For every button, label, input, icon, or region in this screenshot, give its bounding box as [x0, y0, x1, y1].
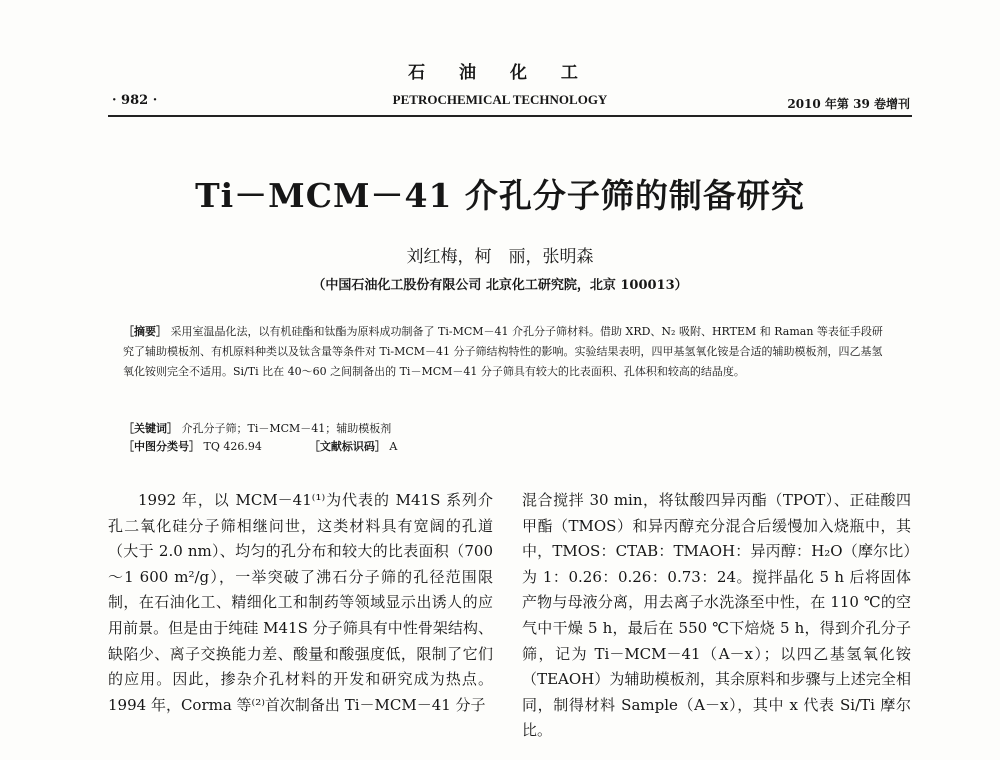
clc-code: TQ 426.94 [203, 440, 262, 453]
clc-label: ［中图分类号］ [123, 440, 200, 453]
classification-line [123, 437, 883, 457]
issue-info: 2010 年第 39 卷增刊 [787, 97, 910, 111]
body-column-right: 混合搅拌 30 min，将钛酸四异丙酯（TPOT）、正硅酸四甲酯（TMOS）和异丙醇充分混合后缓慢加入烧瓶中，其中，TMOS：CTAB：TMAOH：异丙醇：H₂O（摩尔比）为 1：0.26：0.26：0.73：24。搅拌晶化 5 h 后将固体产物与母液分离，用去离子水洗涤至中性，在 110 ℃的空气中干燥 5 h，最后在 550 ℃下焙烧 5 h，得到介孔分子筛，记为 Ti－MCM－41（A－x）；以四乙基氢氧化铵（TEAOH）为辅助模板剂，其余原料和步骤与上述完全相同，制得材料 Sample（A－x），其中 x 代表 Si/Ti 摩尔比。 [522, 491, 911, 740]
abstract [123, 322, 883, 422]
keywords [123, 419, 883, 439]
page-number: · 982 · [112, 93, 158, 108]
abstract-label: ［摘要］ [123, 325, 167, 338]
doc-code-label: ［文献标识码］ [308, 440, 386, 453]
body-column-left: 1992 年，以 MCM－41⁽¹⁾为代表的 M41S 系列介孔二氧化硅分子筛相继问世，这类材料具有宽阔的孔道（大于 2.0 nm）、均匀的孔分布和较大的比表面积（700～1 600 m²/g），一举突破了沸石分子筛的孔径范围限制，在石油化工、精细化工和制药等领域显示出诱人的应用前景。但是由于纯硅 M41S 分子筛具有中性骨架结构、缺陷少、离子交换能力差、酸量和酸强度低，限制了它们的应用。因此，掺杂介孔材料的开发和研究成为热点。1994 年，Corma 等⁽²⁾首次制备出 Ti－MCM－41 分子 [108, 491, 493, 714]
author-list: 刘红梅，柯 丽，张明森 [406, 247, 594, 267]
journal-title-chinese: 石 油 化 工 [408, 63, 592, 83]
author-affiliation: （中国石油化工股份有限公司 北京化工研究院，北京 100013） [312, 278, 688, 293]
paper-title: Ti－MCM－41 介孔分子筛的制备研究 [195, 176, 805, 215]
keywords-text: 介孔分子筛；Ti－MCM－41；辅助模板剂 [181, 422, 392, 435]
keywords-label: ［关键词］ [123, 422, 178, 435]
header-divider [108, 115, 912, 117]
journal-title-english: PETROCHEMICAL TECHNOLOGY [392, 92, 608, 107]
doc-code: A [389, 440, 398, 453]
abstract-text: 采用室温晶化法，以有机硅酯和钛酯为原料成功制备了 Ti-MCM－41 介孔分子筛材料。借助 XRD、N₂ 吸附、HRTEM 和 Raman 等表征手段研究了辅助模板剂、有机原料种类以及钛含量等条件对 Ti-MCM－41 分子筛结构特性的影响。实验结果表明，四甲基氢氧化铵是合适的辅助模板剂，四乙基氢氧化铵则完全不适用。Si/Ti 比在 40～60 之间制备出的 Ti－MCM－41 分子筛具有较大的比表面积、孔体积和较高的结晶度。 [123, 325, 883, 378]
